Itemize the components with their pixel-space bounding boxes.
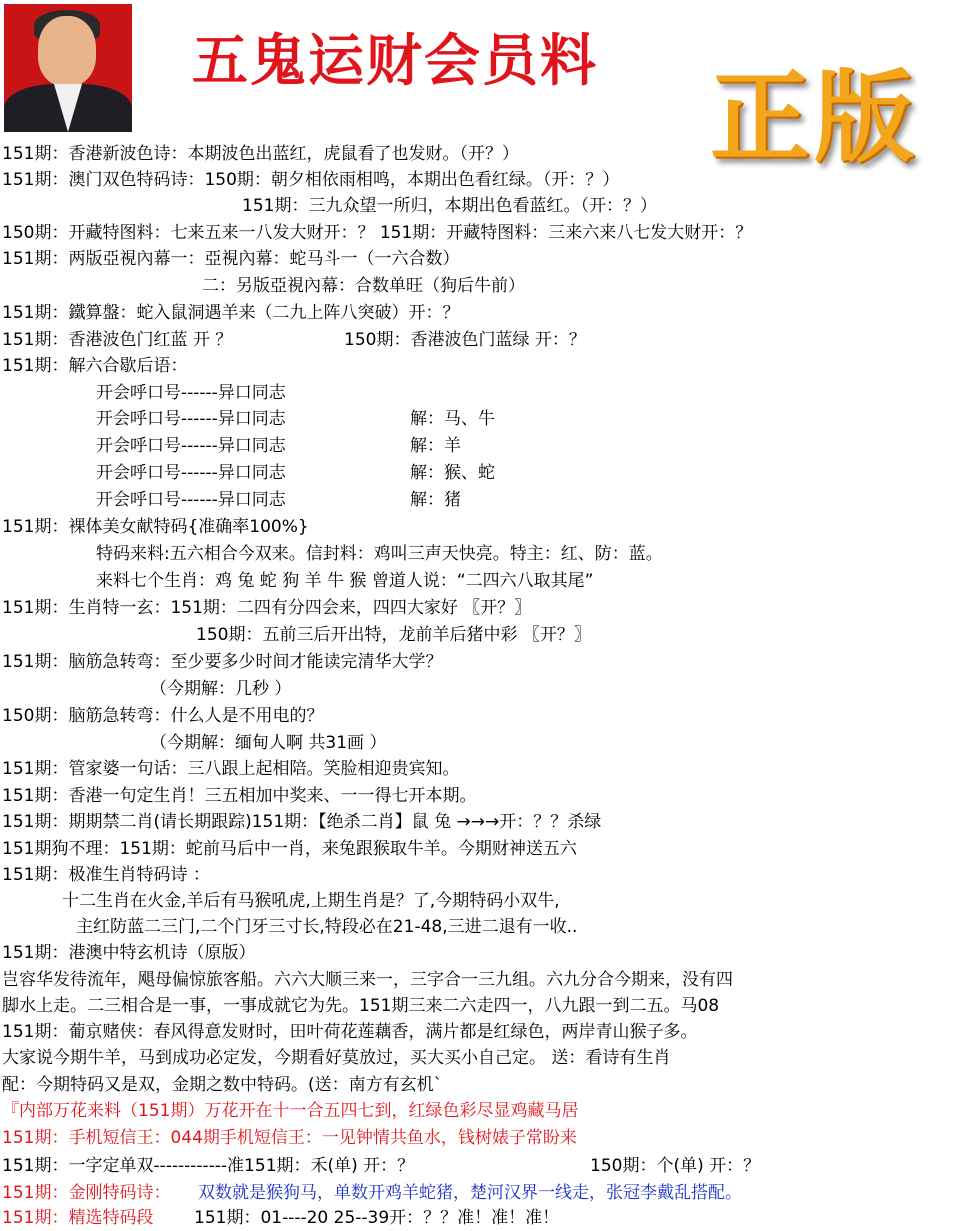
text-line: 151期：解六合歇后语： — [2, 356, 188, 376]
text-line: 151期：香港一句定生肖！三五相加中奖来、一一得七开本期。 — [2, 786, 477, 806]
text-line: 开会呼口号------异口同志 — [96, 490, 286, 510]
text-line: 151期：香港新波色诗：本期波色出蓝红，虎鼠看了也发财。（开？） — [2, 144, 519, 164]
text-line: 151期：两版亞視內幕一：亞視內幕：蛇马斗一（一六合数） — [2, 249, 460, 269]
text-line: 151期：01----20 25--39开：？？准！准！准！ — [194, 1208, 560, 1228]
text-line: 151期：一字定单双------------准151期：禾(单) 开：？ — [2, 1156, 415, 1176]
text-line: 配：今期特码又是双，金期之数中特码。(送：南方有玄机` — [2, 1075, 443, 1095]
text-line: 151期：生肖特一玄：151期：二四有分四会来，四四大家好 〖开？〗 — [2, 598, 532, 618]
text-line: 151期：管家婆一句话：三八跟上起相陪。笑脸相迎贵宾知。 — [2, 759, 460, 779]
text-line-red: 『内部万花来料（151期）万花开在十一合五四七到，红绿色彩尽显鸡藏马居 — [2, 1101, 579, 1121]
text-line-red: 151期：手机短信王：044期手机短信王：一见钟情共鱼水，钱树婊子常盼来 — [2, 1128, 577, 1148]
text-line-blue: 双数就是猴狗马，单数开鸡羊蛇猪，楚河汉界一线走，张冠李戴乱搭配。 — [198, 1183, 742, 1203]
text-line: 解：猪 — [410, 490, 461, 510]
text-line: 151期：葡京赌侠：春风得意发财时，田叶荷花莲藕香，满片都是红绿色，两岸青山猴子多。 — [2, 1022, 698, 1042]
text-line: 特码来料:五六相合今双来。信封料：鸡叫三声天快亮。特主：红、防：蓝。 — [96, 544, 663, 564]
text-line: 开会呼口号------异口同志 — [96, 409, 286, 429]
text-line: 开会呼口号------异口同志 — [96, 383, 286, 403]
text-line: 150期：脑筋急转弯：什么人是不用电的？ — [2, 706, 324, 726]
text-line: 151期：澳门双色特码诗：150期：朝夕相依雨相鸣，本期出色看红绿。（开：？） — [2, 170, 620, 190]
text-line: 脚水上走。二三相合是一事，一事成就它为先。151期三来二六走四一，八九跟一到二五。马08 — [2, 996, 720, 1016]
text-line: 解：马、牛 — [410, 409, 495, 429]
page-title: 五鬼运财会员料 — [192, 28, 598, 94]
text-line: 解：羊 — [410, 436, 461, 456]
text-line: 151期狗不理：151期：蛇前马后中一肖，来兔跟猴取牛羊。今期财神送五六 — [2, 839, 577, 859]
text-line: 150期：香港波色门蓝绿 开：？ — [344, 330, 586, 350]
text-line: 151期：鐵算盤：蛇入鼠洞遇羊来（二九上阵八突破）开：？ — [2, 303, 460, 323]
text-line: 151期：三九众望一所归，本期出色看蓝红。（开：？） — [242, 196, 657, 216]
text-line: 151期：港澳中特玄机诗（原版） — [2, 943, 256, 963]
text-line: 十二生肖在火金,羊后有马猴吼虎,上期生肖是？了,今期特码小双牛, — [62, 891, 560, 911]
text-line: 150期：个(单) 开：？ — [590, 1156, 761, 1176]
text-line: 151期：极准生肖特码诗 ： — [2, 865, 210, 885]
text-line: 来料七个生肖：鸡 兔 蛇 狗 羊 牛 猴 曾道人说：“二四六八取其尾” — [96, 571, 594, 591]
text-line: 151期：香港波色门红蓝 开 ？ — [2, 330, 233, 350]
text-line: 151期：期期禁二肖(请长期跟踪)151期：【绝杀二肖】鼠 兔 →→→开：？？杀绿 — [2, 812, 602, 832]
text-line: 解：猴、蛇 — [410, 463, 495, 483]
text-line-red: 151期：精选特码段 — [2, 1208, 154, 1228]
text-line: 大家说今期牛羊，马到成功必定发，今期看好莫放过，买大买小自己定。 送：看诗有生肖 — [2, 1048, 671, 1068]
text-line: 主红防蓝二三门,二个门牙三寸长,特段必在21-48,三进二退有一收.. — [76, 917, 578, 937]
text-line-red: 151期：金刚特码诗： — [2, 1183, 171, 1203]
text-line: 151期：裸体美女献特码{准确率100%} — [2, 517, 309, 537]
text-line: 开会呼口号------异口同志 — [96, 463, 286, 483]
profile-photo — [4, 4, 132, 132]
text-line: 二：另版亞視內幕：合数单旺（狗后牛前） — [202, 276, 525, 296]
text-line: 岂容华发待流年，飓母偏惊旅客船。六六大顺三来一，三字合一三九组。六九分合今期来，没有四 — [2, 970, 733, 990]
text-line: 150期：开藏特图料：七来五来一八发大财开：？ 151期：开藏特图料：三来六来八七发大财开：？ — [2, 223, 753, 243]
photo-face — [38, 16, 96, 86]
text-line: 开会呼口号------异口同志 — [96, 436, 286, 456]
text-line: 150期：五前三后开出特，龙前羊后猪中彩 〖开？〗 — [196, 625, 591, 645]
text-line: 151期：脑筋急转弯：至少要多少时间才能读完清华大学？ — [2, 652, 443, 672]
text-line: （今期解：几秒 ） — [150, 679, 292, 699]
authentic-badge: 正版 — [710, 59, 918, 176]
text-line: （今期解：缅甸人啊 共31画 ） — [150, 733, 387, 753]
